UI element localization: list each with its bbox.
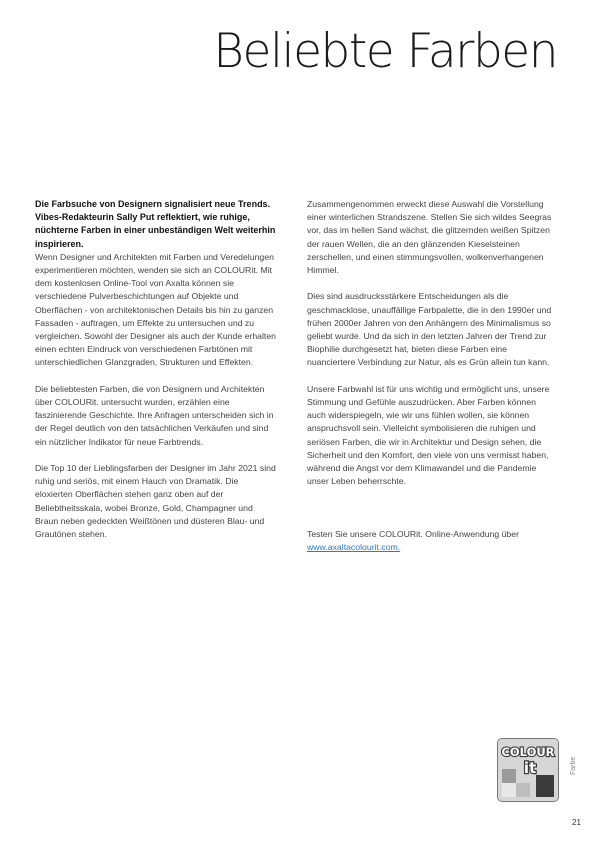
colourit-logo <box>497 738 559 802</box>
logo-bottom-text: it <box>523 759 537 777</box>
right-paragraph-3: Unsere Farbwahl ist für uns wichtig und ermöglicht uns, unsere Stimmung und Gefühle auszudrücken. Aber Farben können auch widerspiegeln, wie wir uns fühlen wollen, sie können anspruchsvoll sein. Vielleicht symbolisieren die ruhigen und seriösen Farben, die wir in Architektur und Design sehen, die Sicherheit und den Komfort, den viele von uns vermisst haben, während die Angst vor dem Klimawandel und die Pandemie unser Leben beherrschte. <box>307 383 550 487</box>
right-paragraph-1: Zusammengenommen erweckt diese Auswahl die Vorstellung einer winterlichen Strandszene. Stellen Sie sich wildes Seegras vor, das im hellen Sand wächst, die glitzernden weißen Spitzen der rauen Wellen, die an den glänzenden Kieselsteinen zerschellen, und einen stimmungsvollen, wolkenverhangenen Himmel. <box>307 199 552 276</box>
cta-text: Testen Sie unsere COLOURit. Online-Anwendung über <box>307 529 519 539</box>
right-paragraph-2: Dies sind ausdrucksstärkere Entscheidungen als die geschmacklose, unauffällige Farbpalette, die in den 1990er und frühen 2000er Jahren von den Anhängern des Minimalismus so geliebt wurde. Und da sich in den letzten Jahren der Trend zur Biophilie durchgesetzt hat, bieten diese Farben eine nuanciertere Verbindung zur Natur, als es Grün allein tun kann. <box>307 291 552 368</box>
cta-paragraph <box>307 528 555 554</box>
colourit-logo-icon <box>498 739 558 801</box>
left-column <box>35 198 277 554</box>
lead-line-1: Die Farbsuche von Designern signalisiert neue Trends. <box>35 199 271 209</box>
spacer <box>307 502 555 515</box>
page-title: Beliebte Farben <box>213 24 557 79</box>
left-paragraph-1: Wenn Designer und Architekten mit Farben und Veredelungen experimentieren möchten, wenden sie sich an COLOURit. Mit dem kostenlosen Online-Tool von Axalta können sie verschiedene Pulverbeschichtungen auf Objekte und Oberflächen - von architektonischen Details bis hin zu ganzen Fassaden - auftragen, um Effekte zu untersuchen und zu vergleichen. Sowohl der Designer als auch der Kunde erhalten einen echten Eindruck von verschiedenen Farbtönen mit unterschiedlichen Glanzgraden, Strukturen und Effekten. <box>35 251 276 368</box>
side-label: Farbe <box>570 756 577 775</box>
colourit-link[interactable]: www.axaltacolourit.com. <box>307 542 401 553</box>
logo-top-text: COLOUR <box>501 745 555 759</box>
page-number: 21 <box>572 818 581 827</box>
right-column <box>307 198 555 554</box>
left-paragraph-3: Die Top 10 der Lieblingsfarben der Designer im Jahr 2021 sind ruhig und seriös, mit einem Hauch von Dramatik. Die eloxierten Oberflächen stehen ganz oben auf der Beliebtheitsskala, wobei Bronze, Gold, Champagner und Braun neben gedeckten Weißtönen und düsteren Blau- und Grautönen stehen. <box>35 463 276 540</box>
left-paragraph-2: Die beliebtesten Farben, die von Designern und Architekten über COLOURit. untersucht wurden, erzählen eine faszinierende Geschichte. Ihre Anfragen unterscheiden sich in der Regel deutlich von den tatsächlichen Verkäufen und sind ein nützlicher Indikator für neue Farbtrends. <box>35 383 274 447</box>
lead-line-2: Vibes-Redakteurin Sally Put reflektiert, wie ruhige, nüchterne Farben in einer unbeständigen Welt weiterhin inspirieren. <box>35 212 276 249</box>
